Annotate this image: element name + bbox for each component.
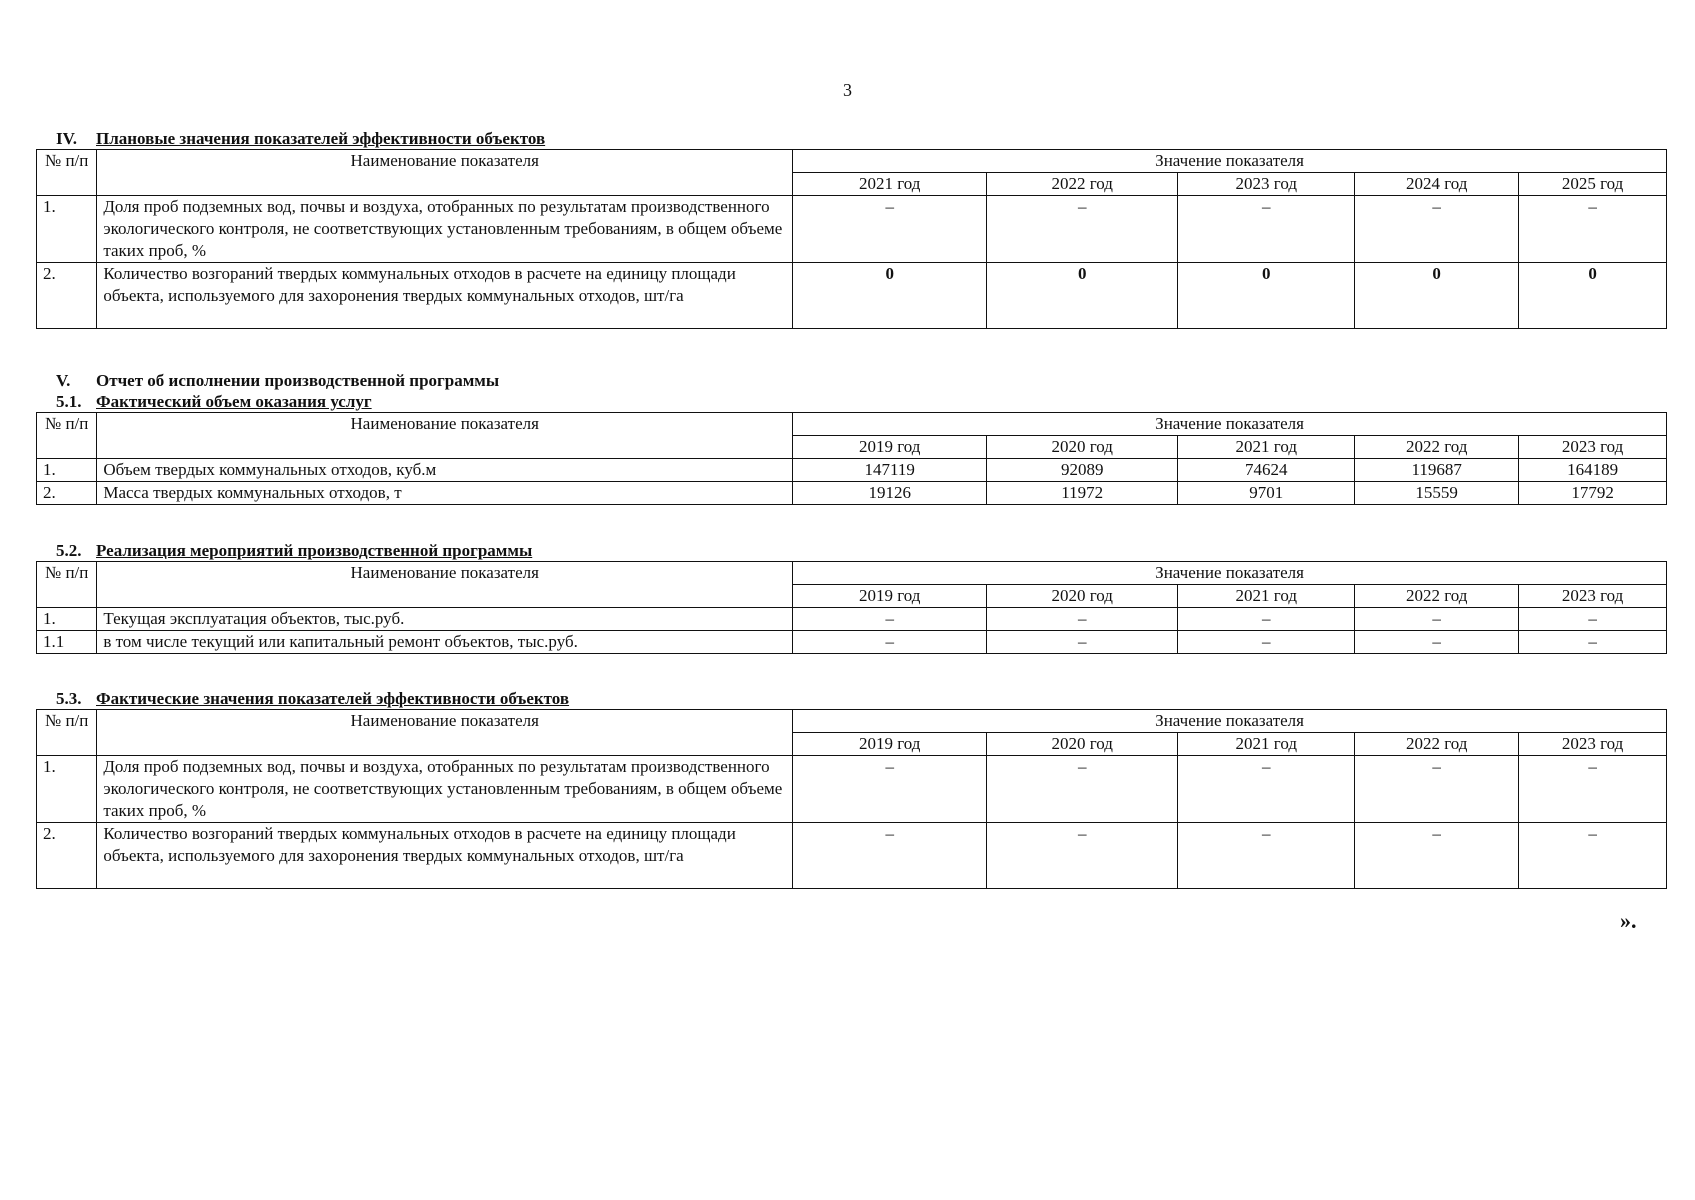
indicator-name: Количество возгораний твердых коммунальных отходов в расчете на единицу площади объекта, используемого для захоронения твердых коммунальных отходов, шт/га (97, 263, 793, 329)
indicator-value: – (1519, 608, 1667, 631)
column-header-name: Наименование показателя (97, 710, 793, 756)
section-number: 5.2. (56, 541, 82, 560)
section-5-2-heading (36, 540, 1667, 561)
table-body (37, 196, 1667, 329)
table-row (37, 482, 1667, 505)
table-row (37, 263, 1667, 329)
year-header: 2019 год (793, 733, 987, 756)
year-header: 2023 год (1519, 733, 1667, 756)
year-header: 2021 год (793, 173, 987, 196)
section-iv-heading (36, 128, 1667, 149)
program-measures-table (36, 561, 1667, 654)
table-row (37, 631, 1667, 654)
indicator-value: 119687 (1355, 459, 1519, 482)
indicator-name: в том числе текущий или капитальный ремонт объектов, тыс.руб. (97, 631, 793, 654)
actual-indicators-table (36, 709, 1667, 889)
table-row (37, 608, 1667, 631)
indicator-value: 0 (1178, 263, 1355, 329)
year-header: 2019 год (793, 585, 987, 608)
indicator-value: – (1178, 608, 1355, 631)
section-title: Реализация мероприятий производственной программы (96, 541, 533, 560)
section-5-3-heading (36, 688, 1667, 709)
section-number: 5.3. (56, 689, 82, 708)
column-header-number: № п/п (37, 710, 97, 756)
row-number: 1. (37, 756, 97, 823)
table-row (37, 823, 1667, 889)
table-body (37, 756, 1667, 889)
section-title: Фактический объем оказания услуг (96, 392, 372, 411)
year-header: 2023 год (1519, 436, 1667, 459)
year-header: 2022 год (1355, 733, 1519, 756)
column-header-value: Значение показателя (793, 150, 1667, 173)
column-header-name: Наименование показателя (97, 562, 793, 608)
year-header: 2021 год (1178, 733, 1355, 756)
year-header: 2023 год (1178, 173, 1355, 196)
table-row (37, 756, 1667, 823)
section-number: V. (56, 371, 71, 390)
indicator-value: – (987, 823, 1178, 889)
indicator-value: – (987, 756, 1178, 823)
indicator-value: – (793, 196, 987, 263)
year-header: 2023 год (1519, 585, 1667, 608)
indicator-name: Объем твердых коммунальных отходов, куб.м (97, 459, 793, 482)
section-title: Плановые значения показателей эффективности объектов (96, 129, 546, 148)
row-number: 1. (37, 459, 97, 482)
indicator-value: 9701 (1178, 482, 1355, 505)
indicator-value: – (987, 608, 1178, 631)
indicator-value: – (987, 196, 1178, 263)
page-number: 3 (843, 80, 852, 100)
indicator-value: – (1355, 631, 1519, 654)
column-header-number: № п/п (37, 562, 97, 608)
row-number: 2. (37, 482, 97, 505)
indicator-value: – (1178, 823, 1355, 889)
actual-volume-table (36, 412, 1667, 505)
plan-indicators-table (36, 149, 1667, 329)
section-v-heading (36, 370, 1667, 391)
column-header-number: № п/п (37, 413, 97, 459)
year-header: 2021 год (1178, 585, 1355, 608)
row-number: 2. (37, 263, 97, 329)
indicator-name: Количество возгораний твердых коммунальных отходов в расчете на единицу площади объекта, используемого для захоронения твердых коммунальных отходов, шт/га (97, 823, 793, 889)
indicator-value: – (1178, 756, 1355, 823)
column-header-value: Значение показателя (793, 413, 1667, 436)
year-header: 2022 год (987, 173, 1178, 196)
section-5-2 (36, 540, 1667, 654)
indicator-value: – (1355, 196, 1519, 263)
year-header: 2024 год (1355, 173, 1519, 196)
column-header-value: Значение показателя (793, 710, 1667, 733)
indicator-value: – (793, 756, 987, 823)
indicator-value: – (1519, 196, 1667, 263)
indicator-value: – (987, 631, 1178, 654)
section-v (36, 370, 1667, 505)
year-header: 2019 год (793, 436, 987, 459)
indicator-value: – (1519, 823, 1667, 889)
indicator-value: – (793, 823, 987, 889)
row-number: 1. (37, 196, 97, 263)
section-number: IV. (56, 129, 77, 148)
indicator-value: 11972 (987, 482, 1178, 505)
indicator-value: 19126 (793, 482, 987, 505)
indicator-value: – (1178, 196, 1355, 263)
year-header: 2022 год (1355, 585, 1519, 608)
indicator-value: 74624 (1178, 459, 1355, 482)
column-header-number: № п/п (37, 150, 97, 196)
indicator-value: 164189 (1519, 459, 1667, 482)
indicator-name: Текущая эксплуатация объектов, тыс.руб. (97, 608, 793, 631)
indicator-value: – (1519, 631, 1667, 654)
section-title: Отчет об исполнении производственной программы (96, 371, 500, 390)
indicator-value: 147119 (793, 459, 987, 482)
year-header: 2020 год (987, 436, 1178, 459)
section-5-1-heading (36, 391, 1667, 412)
indicator-value: – (1178, 631, 1355, 654)
year-header: 2022 год (1355, 436, 1519, 459)
indicator-value: – (1355, 823, 1519, 889)
row-number: 1. (37, 608, 97, 631)
indicator-value: 15559 (1355, 482, 1519, 505)
table-row (37, 459, 1667, 482)
year-header: 2021 год (1178, 436, 1355, 459)
indicator-value: 0 (793, 263, 987, 329)
closing-quote-mark: ». (1620, 908, 1637, 933)
indicator-value: 17792 (1519, 482, 1667, 505)
column-header-name: Наименование показателя (97, 150, 793, 196)
year-header: 2025 год (1519, 173, 1667, 196)
column-header-value: Значение показателя (793, 562, 1667, 585)
indicator-name: Доля проб подземных вод, почвы и воздуха, отобранных по результатам производственного экологического контроля, не соответствующих установленным требованиям, в общем объеме таких проб, % (97, 196, 793, 263)
row-number: 2. (37, 823, 97, 889)
table-body (37, 608, 1667, 654)
indicator-value: – (1355, 608, 1519, 631)
indicator-value: 0 (987, 263, 1178, 329)
indicator-value: – (1519, 756, 1667, 823)
table-row (37, 196, 1667, 263)
indicator-value: 0 (1519, 263, 1667, 329)
indicator-value: 92089 (987, 459, 1178, 482)
year-header: 2020 год (987, 733, 1178, 756)
indicator-value: – (793, 608, 987, 631)
indicator-name: Масса твердых коммунальных отходов, т (97, 482, 793, 505)
section-iv (36, 128, 1667, 329)
column-header-name: Наименование показателя (97, 413, 793, 459)
indicator-value: 0 (1355, 263, 1519, 329)
section-number: 5.1. (56, 392, 82, 411)
year-header: 2020 год (987, 585, 1178, 608)
indicator-name: Доля проб подземных вод, почвы и воздуха, отобранных по результатам производственного экологического контроля, не соответствующих установленным требованиям, в общем объеме таких проб, % (97, 756, 793, 823)
indicator-value: – (1355, 756, 1519, 823)
indicator-value: – (793, 631, 987, 654)
section-5-3 (36, 688, 1667, 889)
row-number: 1.1 (37, 631, 97, 654)
table-body (37, 459, 1667, 505)
section-title: Фактические значения показателей эффективности объектов (96, 689, 570, 708)
